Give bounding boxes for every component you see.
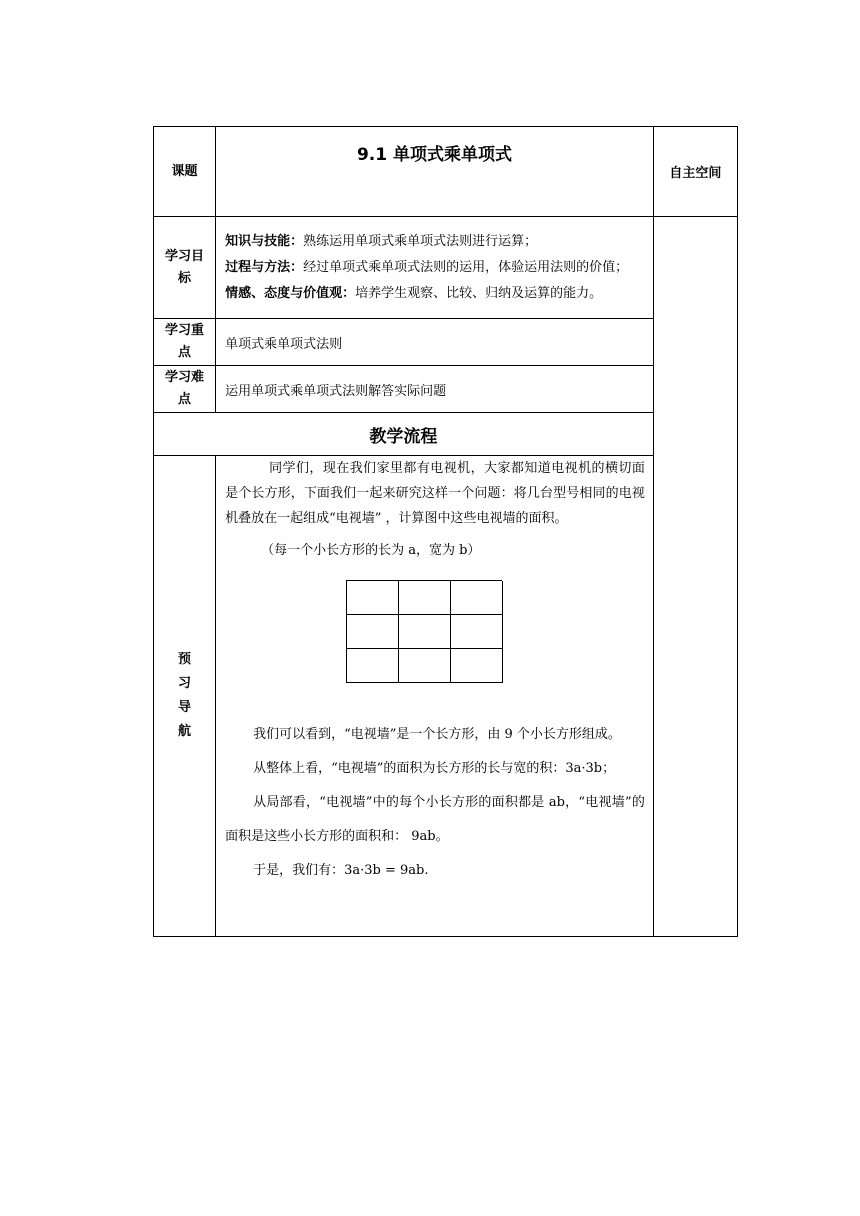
emotion-key: 情感、态度与价值观： bbox=[225, 285, 356, 301]
emotion-text: 培养学生观察、比较、归纳及运算的能力。 bbox=[355, 285, 603, 301]
key-point-row bbox=[154, 319, 738, 366]
grid-cell bbox=[451, 581, 503, 615]
topic-label-cell bbox=[154, 127, 216, 217]
process-key: 过程与方法： bbox=[225, 259, 304, 275]
local-view-paragraph: 从局部看，“电视墙”中的每个小长方形的面积都是 ab，“电视墙”的面积是这些小长方形的面积和： 9ab。 bbox=[225, 795, 645, 844]
key-point-label-line1: 学习重 bbox=[165, 323, 205, 338]
key-point-label-line2: 点 bbox=[178, 345, 192, 360]
grid-cell bbox=[347, 615, 399, 649]
key-point-text: 单项式乘单项式法则 bbox=[216, 319, 654, 366]
grid-cell bbox=[399, 581, 451, 615]
self-space-column bbox=[653, 217, 737, 937]
whole-view-paragraph: 从整体上看，“电视墙”的面积为长方形的长与宽的积：3a·3b； bbox=[253, 761, 616, 776]
title-cell bbox=[216, 127, 654, 217]
emotion-objective bbox=[225, 281, 647, 307]
self-space-label: 自主空间 bbox=[669, 166, 722, 181]
guide-label-cell bbox=[154, 456, 216, 937]
knowledge-objective bbox=[225, 229, 647, 255]
grid-cell bbox=[451, 649, 503, 683]
difficulty-row bbox=[154, 366, 738, 413]
flow-title-row bbox=[154, 413, 738, 456]
guide-content bbox=[216, 456, 654, 937]
knowledge-text: 熟练运用单项式乘单项式法则进行运算； bbox=[303, 233, 538, 249]
grid-cell bbox=[399, 615, 451, 649]
key-point-label-cell bbox=[154, 319, 216, 366]
grid-cell bbox=[451, 615, 503, 649]
guide-label-char-2: 习 bbox=[178, 676, 192, 691]
tv-wall-figure bbox=[225, 580, 645, 684]
difficulty-text: 运用单项式乘单项式法则解答实际问题 bbox=[216, 366, 654, 413]
knowledge-key: 知识与技能： bbox=[225, 233, 304, 249]
topic-label: 课题 bbox=[171, 163, 198, 179]
lesson-plan-table bbox=[153, 126, 738, 937]
flow-title: 教学流程 bbox=[154, 413, 654, 456]
objectives-label-line2: 标 bbox=[178, 270, 192, 286]
objectives-row bbox=[154, 217, 738, 319]
grid-cell bbox=[347, 649, 399, 683]
lesson-title: 9.1 单项式乘单项式 bbox=[356, 145, 512, 165]
guide-label-char-4: 航 bbox=[178, 724, 192, 739]
process-objective bbox=[225, 255, 647, 281]
grid-cell bbox=[347, 581, 399, 615]
objectives-label-line1: 学习目 bbox=[165, 248, 205, 264]
difficulty-label-line2: 点 bbox=[178, 392, 192, 407]
guide-row bbox=[154, 456, 738, 937]
conclusion-paragraph: 于是，我们有：3a·3b = 9ab. bbox=[253, 863, 429, 878]
process-text: 经过单项式乘单项式法则的运用，体验运用法则的价值； bbox=[303, 259, 629, 275]
objectives-label-cell bbox=[154, 217, 216, 319]
intro-paragraph: 同学们，现在我们家里都有电视机，大家都知道电视机的横切面是个长方形，下面我们一起来研究这样一个问题：将几台型号相同的电视机叠放在一起组成“电视墙” ，计算图中这些电视墙的面积。 bbox=[225, 461, 645, 526]
guide-label-char-1: 预 bbox=[178, 652, 192, 667]
self-space-label-cell bbox=[653, 127, 737, 217]
difficulty-label-line1: 学习难 bbox=[165, 370, 205, 385]
difficulty-label-cell bbox=[154, 366, 216, 413]
title-row bbox=[154, 127, 738, 217]
dimension-note: （每一个小长方形的长为 a，宽为 b） bbox=[261, 543, 481, 558]
guide-label-char-3: 导 bbox=[178, 700, 192, 715]
grid-cell bbox=[399, 649, 451, 683]
observation-paragraph: 我们可以看到，“电视墙”是一个长方形，由 9 个小长方形组成。 bbox=[253, 727, 621, 742]
objectives-content bbox=[216, 217, 654, 319]
tv-wall-grid bbox=[346, 580, 502, 683]
